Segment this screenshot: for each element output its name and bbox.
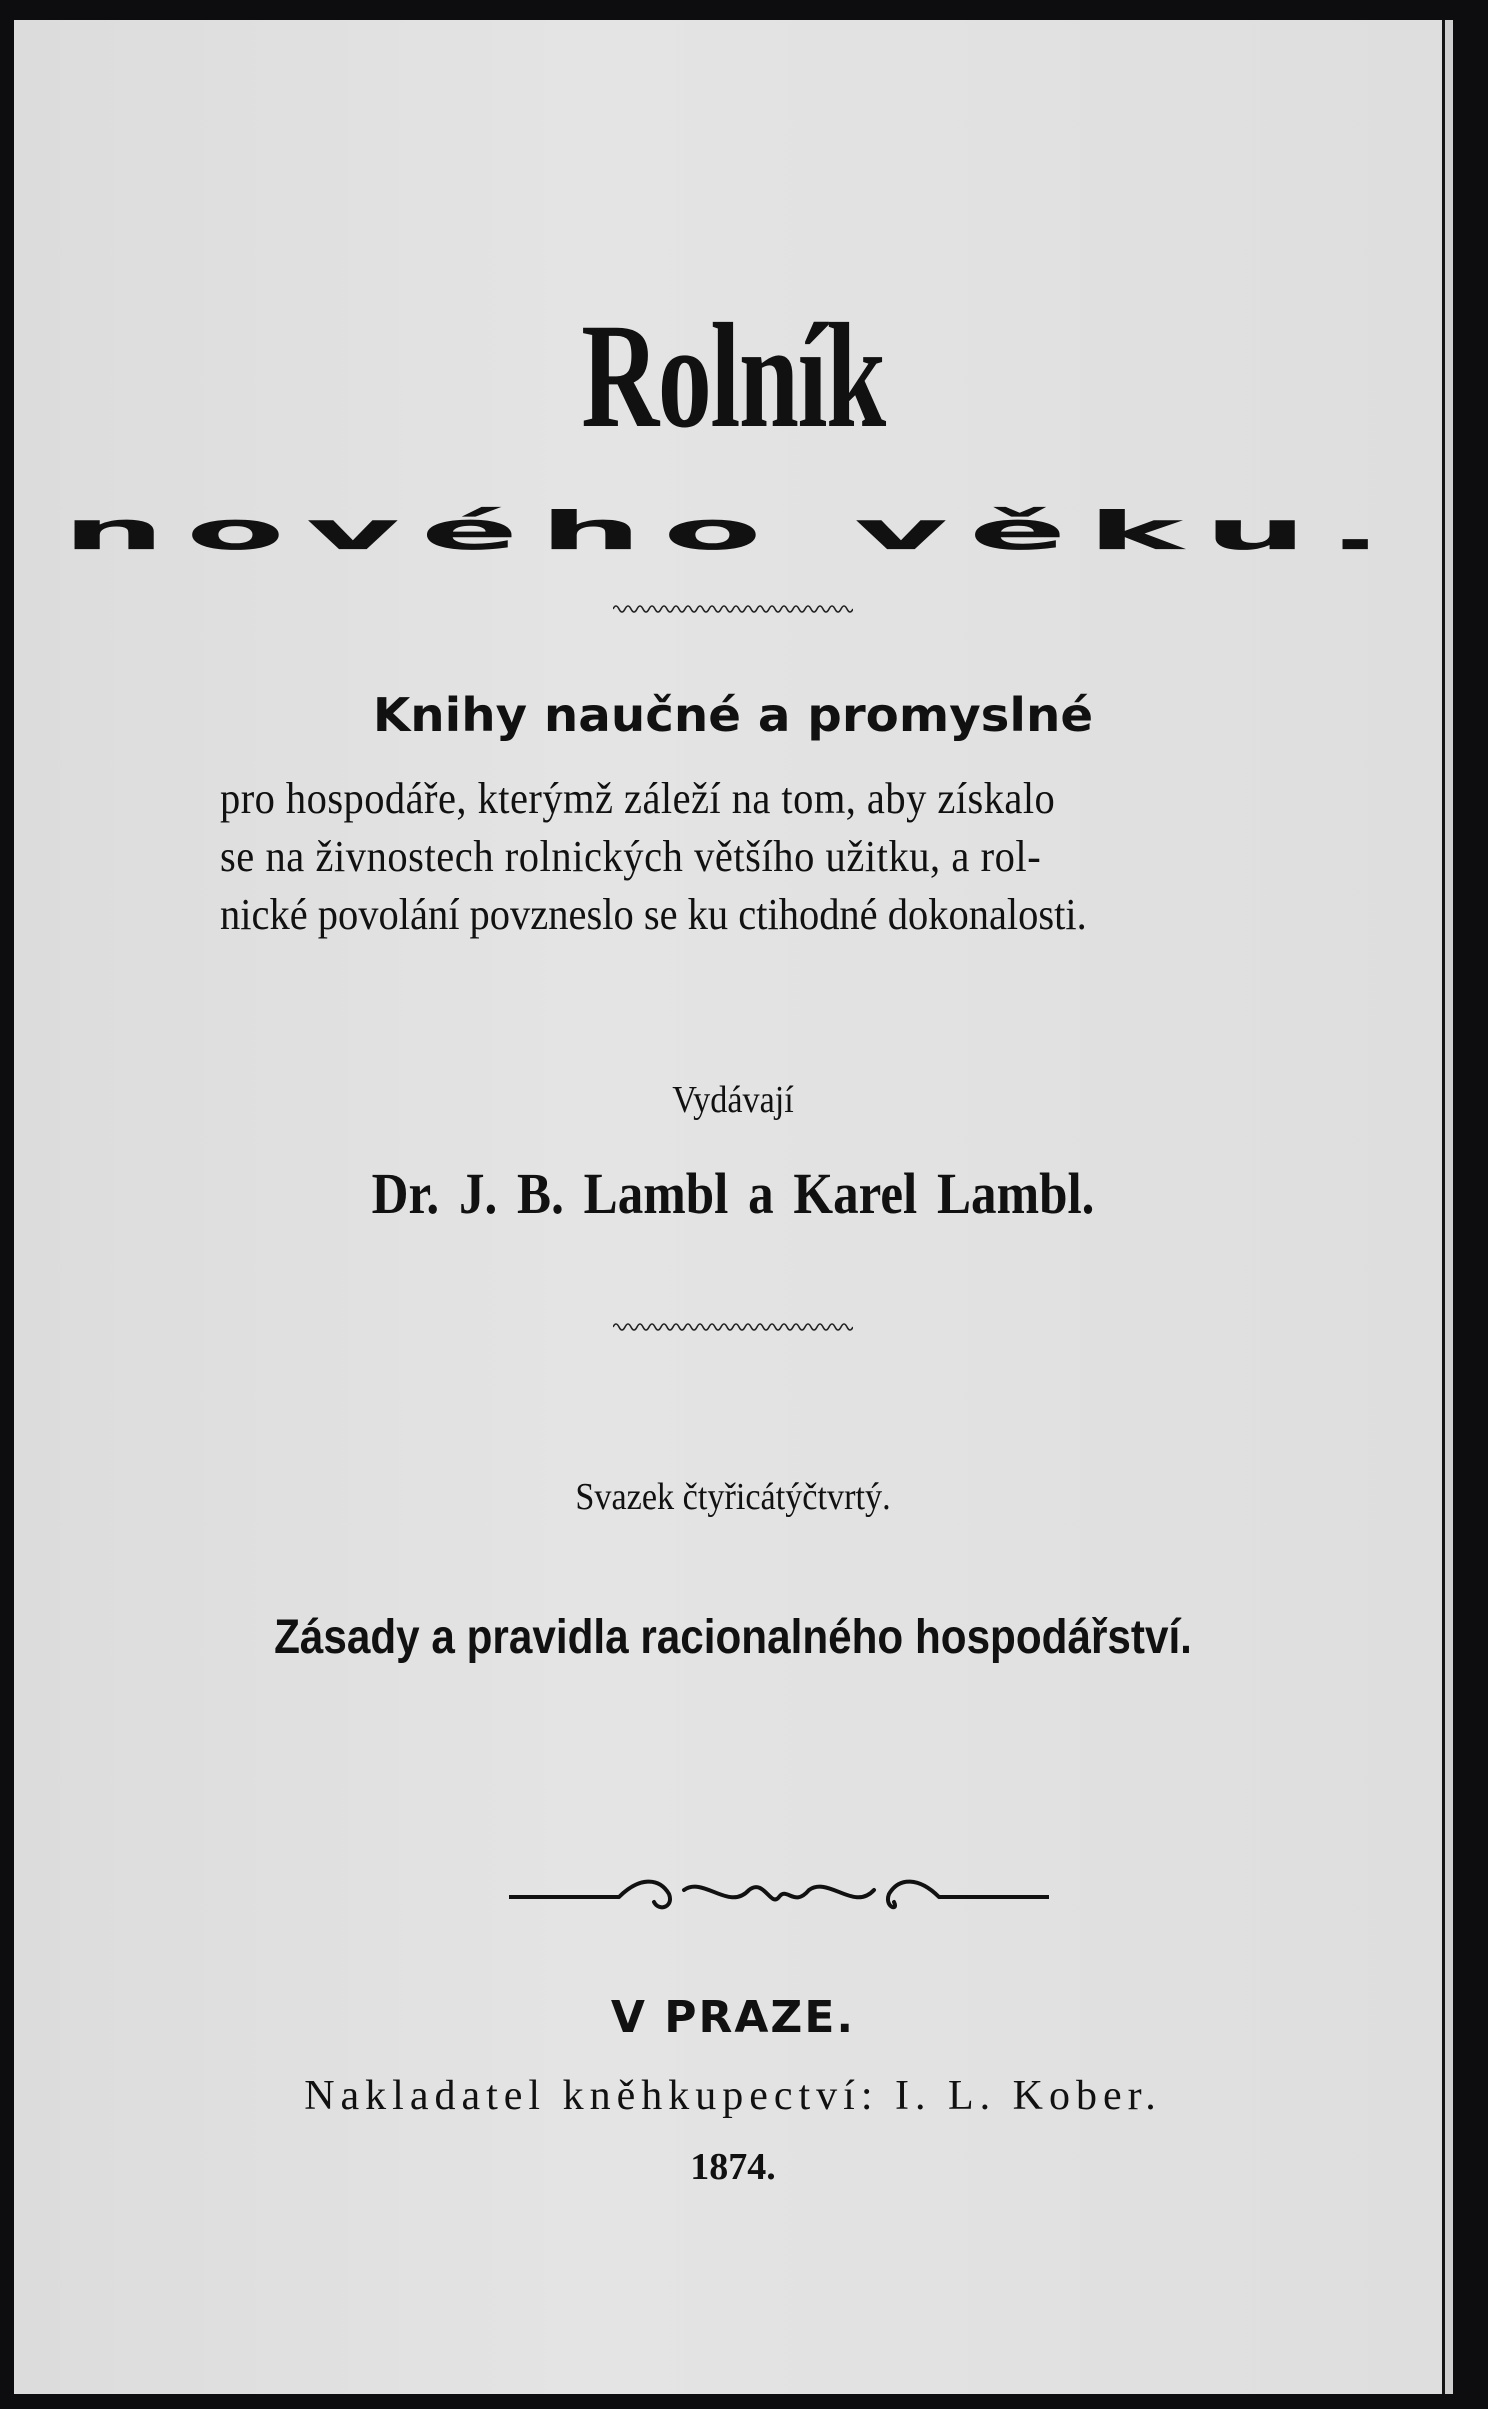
ornamental-divider-icon [509, 1872, 1049, 1922]
work-title: Zásady a pravidla racionalného hospodářství. [274, 1611, 1192, 1664]
book-subtitle: nového věku. [62, 500, 1404, 562]
wavy-rule-bottom [14, 1320, 1452, 1338]
volume-label: Svazek čtyřicátýčtvrtý. [575, 1476, 891, 1518]
publisher-line: Nakladatel kněhkupectví: I. L. Kober. [304, 2073, 1162, 2119]
page-edge [1442, 20, 1453, 2394]
title-page [14, 20, 1452, 2394]
issued-by-label: Vydávají [672, 1079, 794, 1121]
description-line: se na živnostech rolnických většího užitku, a rol- [220, 832, 1042, 881]
description-line: nické povolání povzneslo se ku ctihodné dokonalosti. [220, 890, 1087, 939]
publication-year: 1874. [690, 2146, 776, 2188]
description-line: pro hospodáře, kterýmž záleží na tom, aby získalo [220, 774, 1056, 823]
editors-line: Dr. J. B. Lambl a Karel Lambl. [371, 1161, 1095, 1226]
book-title: Rolník [581, 293, 885, 459]
place-of-publication: V PRAZE. [610, 1992, 856, 2043]
series-heading: Knihy naučné a promyslné [372, 688, 1094, 742]
wavy-rule-top [14, 602, 1452, 620]
